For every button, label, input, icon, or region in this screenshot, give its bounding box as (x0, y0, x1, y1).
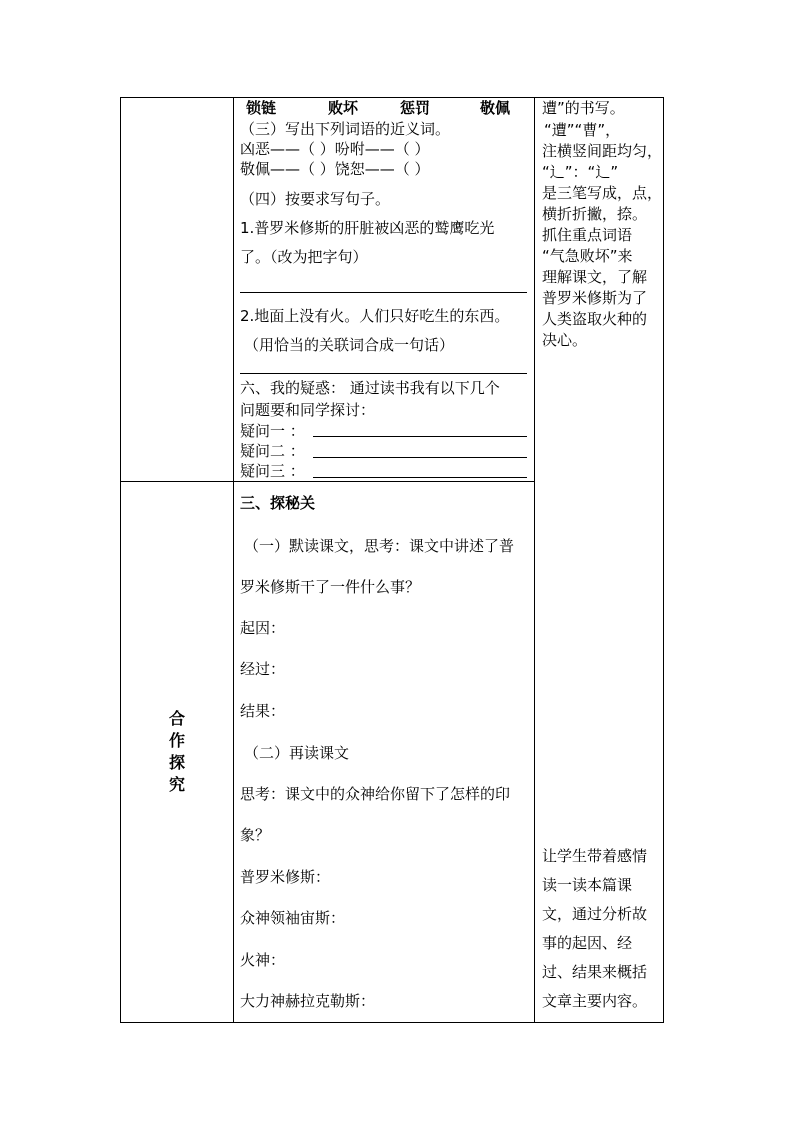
q4-item2-line2: （用恰当的关联词合成一句话） (244, 336, 455, 354)
doubt-3-label: 疑问三 ： (240, 462, 305, 480)
side-note-2-line: 读一读本篇课 (542, 876, 633, 894)
label-char: 作 (168, 731, 185, 750)
side-note-2-line: 事的起因、经 (542, 934, 633, 952)
q4-item1-line2: 了。（改为把字句） (240, 248, 368, 266)
character-heracles: 大力神赫拉克勒斯： (240, 992, 376, 1010)
result-label: 结果： (240, 702, 286, 720)
table-col-divider-2 (534, 97, 535, 1023)
doubt-2-label: 疑问二 ： (240, 442, 305, 460)
side-note-1-line: “辶”：“辶” (542, 163, 619, 181)
side-note-1-line: “遭”“曹”， (544, 121, 621, 139)
process-label: 经过： (240, 660, 286, 678)
q4-item2-line1: 2.地面上没有火。人们只好吃生的东西。 (240, 307, 510, 325)
label-char: 探 (168, 753, 185, 772)
q4-title: （四）按要求写句子。 (240, 190, 391, 208)
word-2: 败坏 (328, 99, 359, 117)
character-prometheus: 普罗米修斯： (240, 868, 331, 886)
section-title: 三、探秘关 (240, 494, 316, 512)
section-label-cooperative-inquiry (167, 708, 187, 796)
side-note-1-line: 抓住重点词语 (542, 226, 633, 244)
word-3: 惩罚 (400, 99, 431, 117)
doubt-1-line[interactable] (313, 436, 527, 437)
q3-line-1: 凶恶——（ ）吩咐——（ ） (240, 140, 430, 158)
q6-line-1: 六、我的疑惑： 通过读书我有以下几个 (240, 379, 500, 397)
side-note-2-line: 文章主要内容。 (542, 992, 648, 1010)
doubt-2-line[interactable] (313, 457, 527, 458)
answer-line-1[interactable] (240, 292, 527, 293)
think-line-1: 思考：课文中的众神给你留下了怎样的印 (240, 785, 511, 803)
side-note-1-line: 普罗米修斯为了 (542, 289, 648, 307)
label-char: 究 (168, 775, 185, 794)
word-1: 锁链 (246, 99, 277, 117)
side-note-1-line: 理解课文，了解 (542, 268, 648, 286)
side-note-2-line: 文，通过分析故 (542, 905, 648, 923)
table-row-divider (120, 481, 535, 482)
q3-line-2: 敬佩——（ ）饶恕——（ ） (240, 160, 430, 178)
table-right-border (663, 97, 664, 1023)
table-left-border (120, 97, 121, 1023)
answer-line-2[interactable] (240, 373, 527, 374)
doubt-3-line[interactable] (313, 477, 527, 478)
side-note-1-line: 决心。 (542, 331, 588, 349)
side-note-1-line: 横折折撇，捺。 (542, 205, 648, 223)
q1-line-1: （一）默读课文，思考：课文中讲述了普 (244, 537, 515, 555)
side-note-2-line: 过、结果来概括 (542, 963, 648, 981)
q4-item1-line1: 1.普罗米修斯的肝脏被凶恶的鹫鹰吃光 (240, 219, 495, 237)
q6-line-2: 问题要和同学探讨： (240, 401, 376, 419)
side-note-2-line: 让学生带着感情 (542, 847, 648, 865)
q2-title: （二）再读课文 (244, 744, 350, 762)
side-note-1-line: 是三笔写成，点， (542, 184, 663, 202)
doubt-1-label: 疑问一 ： (240, 422, 305, 440)
think-line-2: 象？ (240, 826, 271, 844)
side-note-1-line: 注横竖间距均匀， (542, 142, 663, 160)
side-note-1-line: “气急败坏”来 (542, 247, 633, 265)
table-col-divider-1 (233, 97, 234, 1023)
side-note-1-line: 人类盗取火种的 (542, 310, 648, 328)
word-4: 敬佩 (480, 99, 511, 117)
label-char: 合 (168, 709, 185, 728)
character-fire-god: 火神： (240, 951, 286, 969)
table-bottom-border (120, 1022, 664, 1023)
q3-title: （三）写出下列词语的近义词。 (240, 120, 451, 138)
side-note-1-line: 遭”的书写。 (542, 99, 625, 117)
q1-line-2: 罗米修斯干了一件什么事？ (240, 578, 421, 596)
character-zeus: 众神领袖宙斯： (240, 909, 346, 927)
cause-label: 起因： (240, 619, 286, 637)
